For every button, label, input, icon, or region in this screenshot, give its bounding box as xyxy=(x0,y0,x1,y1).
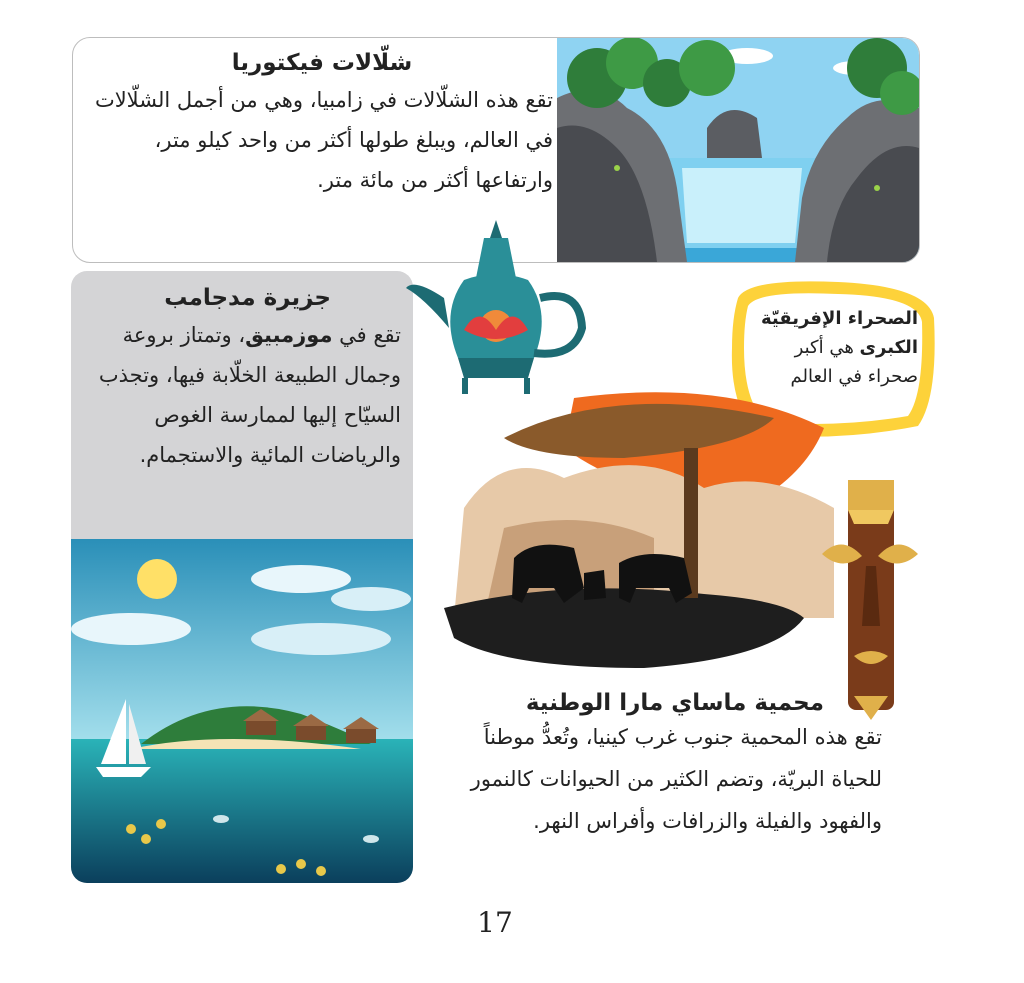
victoria-falls-title: شلّالات فيكتوريا xyxy=(231,50,413,76)
page-number: 17 xyxy=(477,906,513,939)
island-body-start: تقع في xyxy=(332,323,401,347)
island-body-end: ، وتمتاز بروعة وجمال الطبيعة الخلّابة فيها، وتجذب السيّاح إليها لممارسة الغوص والرياضات المائية والاستجمام. xyxy=(98,323,401,467)
sahara-note-bold: الصحراء الإفريقيّة الكبرى xyxy=(760,308,918,358)
sahara-note-rest: هي أكبر صحراء في العالم xyxy=(790,337,918,387)
teapot-illustration xyxy=(404,218,590,400)
island-title: جزيرة مدجامب xyxy=(164,285,331,311)
island-body-country: موزمبيق xyxy=(245,323,333,347)
island-illustration xyxy=(71,539,413,883)
masai-mara-title: محمية ماساي مارا الوطنية xyxy=(525,690,824,716)
mask-illustration xyxy=(820,476,920,722)
waterfall-illustration xyxy=(557,38,919,262)
masai-mara-body: تقع هذه المحمية جنوب غرب كينيا، وتُعدُّ موطناً للحياة البريّة، وتضم الكثير من الحيوانات كالنمور والفهود والفيلة والزرافات وأفراس النهر. xyxy=(470,725,882,833)
island-text xyxy=(85,285,401,475)
victoria-falls-text xyxy=(91,50,553,200)
victoria-falls-body: تقع هذه الشلّالات في زامبيا، وهي من أجمل الشلّالات في العالم، ويبلغ طولها أكثر من واحد كيلو متر، وارتفاعها أكثر من مائة متر. xyxy=(94,88,553,192)
sahara-note-text xyxy=(748,304,918,391)
island-card xyxy=(71,271,413,883)
island-body xyxy=(85,315,401,475)
savanna-illustration xyxy=(444,388,842,688)
masai-mara-text xyxy=(440,690,882,842)
